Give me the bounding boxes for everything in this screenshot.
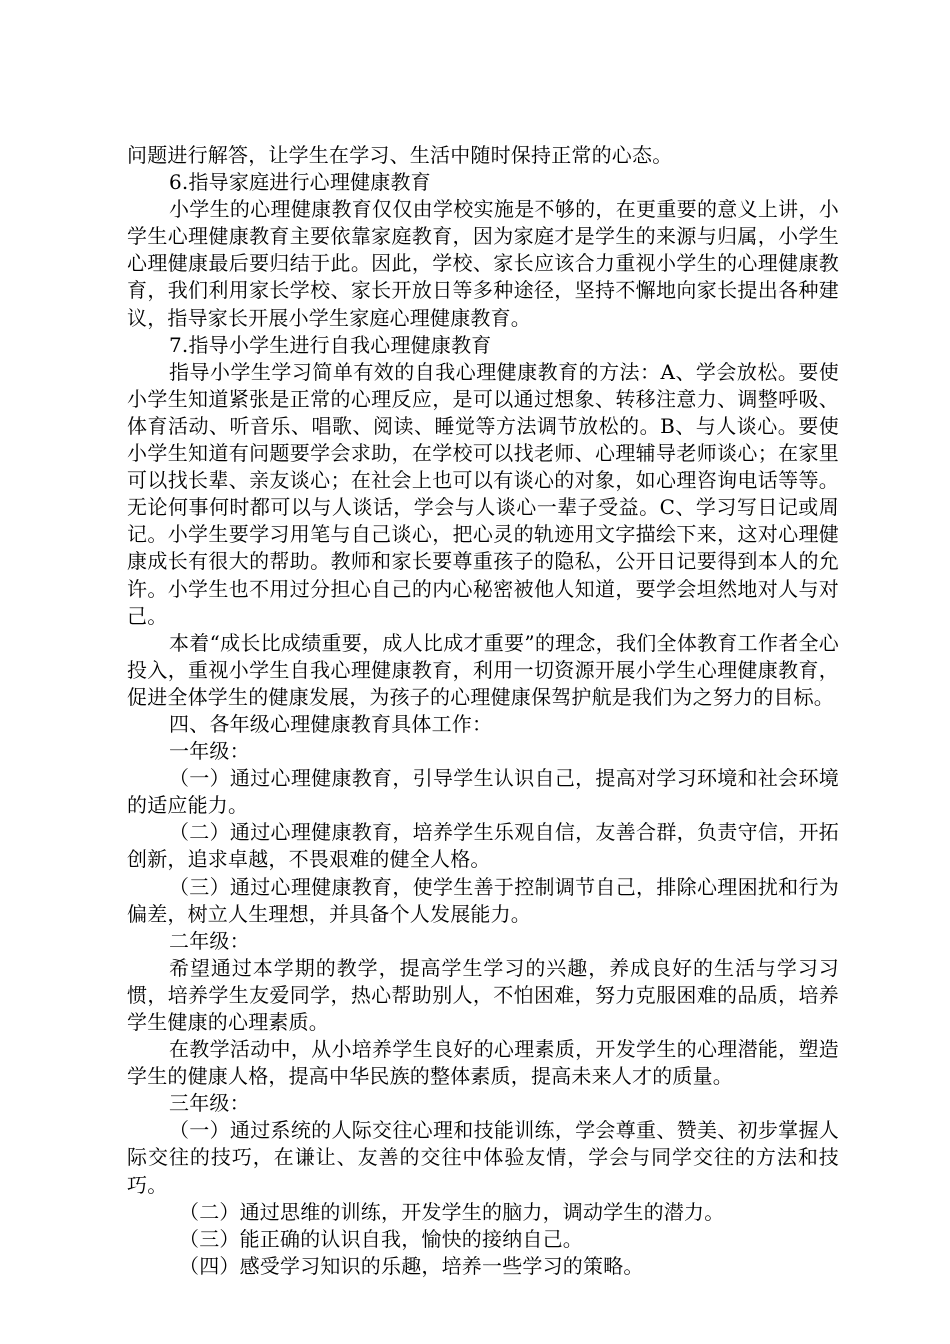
list-item: （二）通过心理健康教育，培养学生乐观自信，友善合群，负责守信，开拓创新，追求卓越，不畏艰难的健全人格。 xyxy=(127,820,839,872)
grade-heading-1: 一年级： xyxy=(169,739,250,764)
list-item: （一）通过系统的人际交往心理和技能训练，学会尊重、赞美、初步掌握人际交往的技巧，在谦让、友善的交往中体验友情，学会与同学交往的方法和技巧。 xyxy=(127,1118,839,1197)
section-heading-7: 7.指导小学生进行自我心理健康教育 xyxy=(169,332,492,357)
document-body xyxy=(127,142,839,1280)
paragraph: 在教学活动中，从小培养学生良好的心理素质，开发学生的心理潜能，塑造学生的健康人格，提高中华民族的整体素质，提高未来人才的质量。 xyxy=(127,1037,839,1089)
grade-heading-3: 三年级： xyxy=(169,1091,250,1116)
list-item: （一）通过心理健康教育，引导学生认识自己，提高对学习环境和社会环境的适应能力。 xyxy=(127,766,839,818)
paragraph: 希望通过本学期的教学，提高学生学习的兴趣，养成良好的生活与学习习惯，培养学生友爱同学，热心帮助别人，不怕困难，努力克服困难的品质，培养学生健康的心理素质。 xyxy=(127,955,839,1034)
paragraph: 问题进行解答，让学生在学习、生活中随时保持正常的心态。 xyxy=(127,143,673,167)
section-heading-4: 四、各年级心理健康教育具体工作： xyxy=(169,711,493,736)
paragraph: 指导小学生学习简单有效的自我心理健康教育的方法：A、学会放松。要使小学生知道紧张是正常的心理反应，是可以通过想象、转移注意力、调整呼吸、体育活动、听音乐、唱歌、阅读、睡觉等方法调节放松的。B、与人谈心。要使小学生知道有问题要学会求助，在学校可以找老师、心理辅导老师谈心；在家里可以找长辈、亲友谈心；在社会上也可以有谈心的对象，如心理咨询电话等等。无论何事何时都可以与人谈话，学会与人谈心一辈子受益。C、学习写日记或周记。小学生要学习用笔与自己谈心，把心灵的轨迹用文字描绘下来，这对心理健康成长有很大的帮助。教师和家长要尊重孩子的隐私，公开日记要得到本人的允许。小学生也不用过分担心自己的内心秘密被他人知道，要学会坦然地对人与对己。 xyxy=(127,359,839,628)
paragraph: 本着“成长比成绩重要，成人比成才重要”的理念，我们全体教育工作者全心投入，重视小学生自我心理健康教育，利用一切资源开展小学生心理健康教育，促进全体学生的健康发展，为孩子的心理健康保驾护航是我们为之努力的目标。 xyxy=(127,630,839,709)
list-item: （三）通过心理健康教育，使学生善于控制调节自己，排除心理困扰和行为偏差，树立人生理想，并具备个人发展能力。 xyxy=(127,874,839,926)
paragraph: 小学生的心理健康教育仅仅由学校实施是不够的，在更重要的意义上讲，小学生心理健康教育主要依靠家庭教育，因为家庭才是学生的来源与归属，小学生心理健康最后要归结于此。因此，学校、家长应该合力重视小学生的心理健康教育，我们利用家长学校、家长开放日等多种途径，坚持不懈地向家长提出各种建议，指导家长开展小学生家庭心理健康教育。 xyxy=(127,197,839,330)
section-heading-6: 6.指导家庭进行心理健康教育 xyxy=(169,170,431,195)
list-item: （三）能正确的认识自我，愉快的接纳自己。 xyxy=(179,1226,583,1251)
list-item: （四）感受学习知识的乐趣，培养一些学习的策略。 xyxy=(179,1253,644,1278)
list-item: （二）通过思维的训练，开发学生的脑力，调动学生的潜力。 xyxy=(179,1199,725,1224)
grade-heading-2: 二年级： xyxy=(169,928,250,953)
